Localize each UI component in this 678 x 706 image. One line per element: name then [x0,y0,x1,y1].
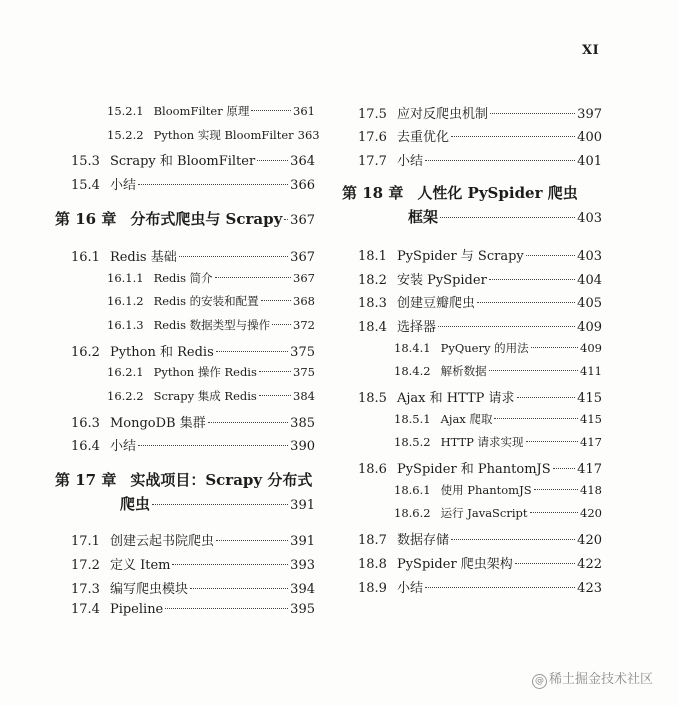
toc-entry-subsection [394,340,602,356]
toc-entry-chapter [55,208,315,229]
page-ref: 415 [577,391,602,406]
page-ref: 366 [290,178,315,193]
page-ref: 401 [577,154,602,169]
section-title: 编写爬虫模块 [109,582,188,597]
page-ref: 367 [293,271,315,285]
dot-leader [489,370,578,371]
section-number: 16.1.2 [107,294,144,308]
section-title: PyQuery 的用法 [440,341,529,355]
chapter-title: 人性化 PySpider 爬虫 [417,184,578,202]
section-title: Redis 的安装和配置 [153,294,259,308]
dot-leader [526,255,575,256]
toc-entry-section [71,530,315,549]
section-number: 16.1 [71,250,100,265]
page-ref: 384 [293,389,315,403]
page-ref: 400 [577,130,602,145]
toc-entry-subsection [394,505,602,521]
toc-entry-subsection [107,293,315,309]
page-ref: 385 [290,416,315,431]
toc-entry-subsection [107,388,315,404]
toc-entry-section [358,316,602,335]
dot-leader [438,326,575,327]
dot-leader [515,563,575,564]
toc-entry-subsection [107,317,315,333]
chapter-title: 实战项目：Scrapy 分布式 [130,471,313,489]
dot-leader [259,371,291,372]
page-ref: 420 [580,506,602,520]
dot-leader [530,512,579,513]
chapter-title: 分布式爬虫与 Scrapy [130,210,283,228]
section-title: Ajax 爬取 [440,412,493,426]
dot-leader [440,217,575,218]
dot-leader [257,160,288,161]
dot-leader [425,587,575,588]
section-title: PySpider 和 PhantomJS [396,462,551,477]
section-number: 16.3 [71,416,100,431]
page-ref: 364 [290,154,315,169]
page-ref: 409 [580,341,602,355]
dot-leader [179,256,288,257]
dot-leader [259,395,291,396]
toc-entry-section [71,412,315,431]
dot-leader [526,441,578,442]
toc-entry-subsection [107,103,315,119]
toc-entry-subsection [107,270,315,286]
toc-entry-subsection [394,482,602,498]
dot-leader [152,504,288,505]
page-ref: 363 [297,128,320,142]
toc-entry-section [358,103,602,122]
chapter-number: 第 16 章 [55,210,117,228]
section-number: 18.6.1 [394,483,431,497]
toc-entry-section [358,245,602,264]
toc-entry-subsection [107,127,320,143]
page-ref: 395 [290,602,315,617]
page-ref: 417 [577,462,602,477]
toc-entry-section [71,435,315,454]
section-title: Redis 基础 [109,250,177,265]
toc-entry-section [358,269,602,288]
section-number: 17.7 [358,154,387,169]
section-title: Python 实现 BloomFilter [153,128,294,142]
section-title: BloomFilter 原理 [153,104,250,118]
section-title: 小结 [109,178,136,193]
dot-leader [451,136,575,137]
toc-entry-section [71,602,315,617]
toc-entry-subsection [394,411,602,427]
section-title: Ajax 和 HTTP 请求 [396,391,515,406]
dot-leader [215,277,291,278]
toc-entry-section [71,554,315,573]
section-title: Python 和 Redis [109,345,214,360]
section-number: 18.9 [358,581,387,596]
section-title: 创建云起书院爬虫 [109,534,214,549]
toc-entry-section [71,246,315,265]
toc-entry-subsection [394,434,602,450]
section-number: 18.1 [358,249,387,264]
page-ref: 415 [580,412,602,426]
dot-leader [190,588,288,589]
page-ref: 391 [290,534,315,549]
page-ref: 403 [577,249,602,264]
section-number: 18.2 [358,273,387,288]
section-title: HTTP 请求实现 [440,435,524,449]
section-title: 定义 Item [109,558,171,573]
dot-leader [251,110,291,111]
section-number: 17.4 [71,602,100,617]
page-ref: 403 [577,211,602,226]
page-ref: 417 [580,435,602,449]
section-title: Python 操作 Redis [153,365,257,379]
section-number: 15.2.2 [107,128,144,142]
watermark [532,668,667,689]
section-title: 使用 PhantomJS [440,483,532,497]
section-number: 18.5 [358,391,387,406]
chapter-number: 第 18 章 [342,184,404,202]
dot-leader [490,113,575,114]
toc-entry-section [358,387,602,406]
dot-leader [138,184,288,185]
dot-leader [489,279,575,280]
section-title: 小结 [109,439,136,454]
dot-leader [284,219,288,220]
toc-entry-section [358,292,602,311]
page-ref: 372 [293,318,315,332]
page-ref: 411 [580,364,602,378]
page-ref: 393 [290,558,315,573]
page-ref: 390 [290,439,315,454]
toc-entry-section [358,553,602,572]
page-ref: 409 [577,320,602,335]
page-ref: 418 [580,483,602,497]
toc-entry-section [358,458,602,477]
dot-leader [172,564,288,565]
section-number: 16.2.1 [107,365,144,379]
section-number: 16.1.1 [107,271,144,285]
section-title: PySpider 与 Scrapy [396,249,524,264]
dot-leader [494,418,578,419]
section-number: 16.2.2 [107,389,144,403]
section-number: 17.2 [71,558,100,573]
toc-entry-section [71,341,315,360]
section-title: MongoDB 集群 [109,416,206,431]
section-number: 15.4 [71,178,100,193]
section-title: 去重优化 [396,130,449,145]
dot-leader [477,302,575,303]
toc-entry-section [71,174,315,193]
page-ref: 404 [577,273,602,288]
dot-leader [216,540,288,541]
section-number: 18.5.2 [394,435,431,449]
toc-entry-section [358,150,602,169]
toc-entry-subsection [107,364,315,380]
section-title: 应对反爬虫机制 [396,107,488,122]
at-icon: @ [532,674,547,689]
chapter-title-continued: 爬虫 [120,495,151,513]
section-title: 数据存储 [396,533,449,548]
dot-leader [517,397,576,398]
section-title: Pipeline [109,602,164,617]
section-number: 16.1.3 [107,318,144,332]
chapter-heading [342,182,578,203]
toc-entry-chapter [120,493,315,514]
section-number: 17.6 [358,130,387,145]
toc-entry-section [358,577,602,596]
page-ref: 361 [293,104,315,118]
toc-entry-section [358,529,602,548]
page-ref: 367 [290,250,315,265]
page-ref: 367 [290,213,315,228]
dot-leader [138,445,288,446]
section-title: Scrapy 集成 Redis [153,389,257,403]
page-ref: 375 [293,365,315,379]
page-ref: 397 [577,107,602,122]
page-ref: 394 [290,582,315,597]
section-title: 选择器 [396,320,436,335]
section-number: 18.6.2 [394,506,431,520]
dot-leader [553,468,576,469]
toc-entry-chapter [408,206,602,227]
chapter-heading [55,469,312,490]
section-title: 小结 [396,154,423,169]
page-ref: 375 [290,345,315,360]
section-title: Redis 简介 [153,271,213,285]
dot-leader [272,324,291,325]
page-ref: 420 [577,533,602,548]
dot-leader [208,422,288,423]
toc-entry-section [71,578,315,597]
section-number: 15.3 [71,154,100,169]
dot-leader [165,608,288,609]
toc-entry-subsection [394,363,602,379]
page-ref: 368 [293,294,315,308]
section-title: 运行 JavaScript [440,506,528,520]
chapter-title-continued: 框架 [408,208,439,226]
section-title: Scrapy 和 BloomFilter [109,154,256,169]
dot-leader [531,347,578,348]
section-title: 解析数据 [440,364,487,378]
page-number: XI [582,43,600,58]
dot-leader [451,539,575,540]
chapter-number: 第 17 章 [55,471,117,489]
section-title: Redis 数据类型与操作 [153,318,271,332]
dot-leader [425,160,575,161]
section-number: 18.7 [358,533,387,548]
section-number: 18.6 [358,462,387,477]
page-ref: 391 [290,498,315,513]
page-ref: 423 [577,581,602,596]
section-number: 18.5.1 [394,412,431,426]
section-number: 18.4 [358,320,387,335]
dot-leader [534,489,578,490]
section-number: 18.8 [358,557,387,572]
dot-leader [261,300,291,301]
page-ref: 422 [577,557,602,572]
watermark-text: 稀土掘金技术社区 [549,672,654,687]
section-number: 18.4.2 [394,364,431,378]
section-title: 安装 PySpider [396,273,487,288]
dot-leader [216,351,288,352]
toc-entry-section [71,150,315,169]
section-number: 18.3 [358,296,387,311]
section-title: 小结 [396,581,423,596]
section-number: 16.2 [71,345,100,360]
section-number: 17.3 [71,582,100,597]
section-title: PySpider 爬虫架构 [396,557,513,572]
page-ref: 405 [577,296,602,311]
toc-entry-section [358,126,602,145]
section-number: 17.1 [71,534,100,549]
section-number: 16.4 [71,439,100,454]
section-title: 创建豆瓣爬虫 [396,296,475,311]
section-number: 15.2.1 [107,104,144,118]
section-number: 18.4.1 [394,341,431,355]
section-number: 17.5 [358,107,387,122]
